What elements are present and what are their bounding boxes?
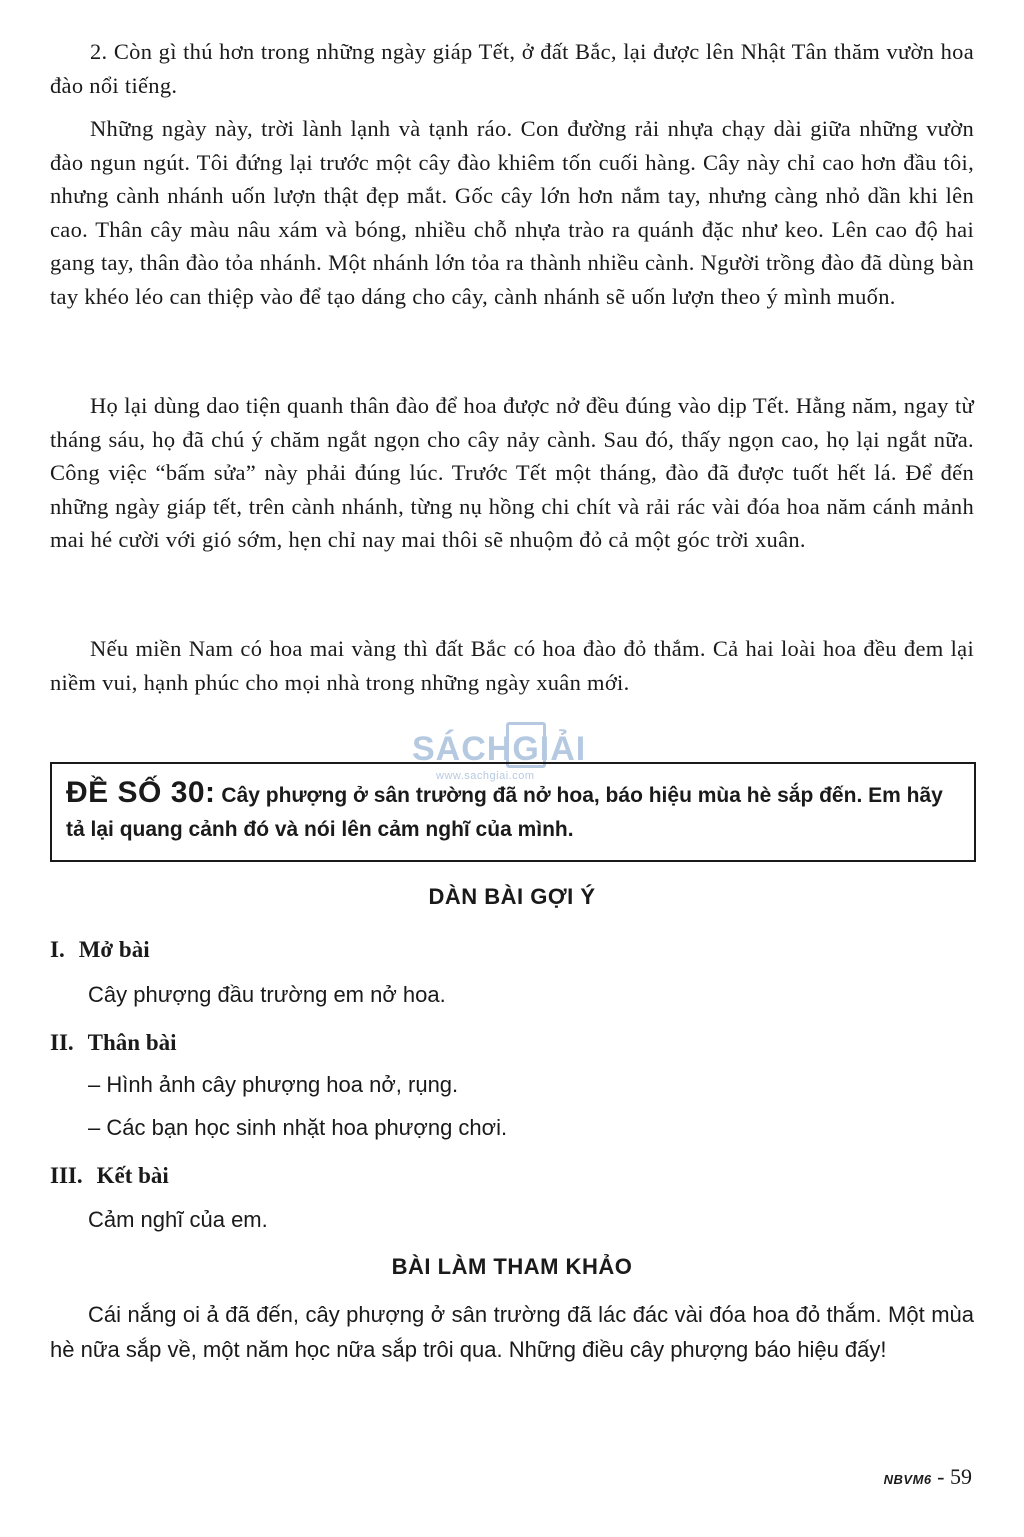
- assignment-number: ĐỀ SỐ 30:: [66, 776, 216, 809]
- page-number: 59: [950, 1464, 972, 1489]
- intro-paragraph-3: Họ lại dùng dao tiện quanh thân đào để hoa được nở đều đúng vào dịp Tết. Hằng năm, ngay từ tháng sáu, họ đã chú ý chăm ngắt ngọn cho cây nảy cành. Sau đó, thấy ngọn cao, họ lại ngắt nữa. Công việc “bấm sửa” này phải đúng lúc. Trước Tết một tháng, đào đã được tuốt hết lá. Để đến những ngày giáp tết, trên cành nhánh, từng nụ hồng chi chít và rải rác vài đóa hoa năm cánh mảnh mai hé cười với gió sớm, hẹn chỉ nay mai thôi sẽ nhuộm đỏ cả một góc trời xuân.: [50, 393, 974, 552]
- outline-section-body: [50, 1030, 177, 1056]
- outline-conclusion-line: Cảm nghĩ của em.: [88, 1207, 268, 1232]
- page-footer: [884, 1464, 972, 1490]
- outline-section-conclusion: [50, 1163, 169, 1189]
- sample-essay-heading: BÀI LÀM THAM KHẢO: [391, 1254, 633, 1279]
- outline-heading: DÀN BÀI GỢI Ý: [428, 884, 596, 909]
- section-number: III.: [50, 1163, 83, 1188]
- section-title: Thân bài: [87, 1030, 177, 1055]
- section-number: II.: [50, 1030, 74, 1055]
- intro-paragraph-1: 2. Còn gì thú hơn trong những ngày giáp Tết, ở đất Bắc, lại được lên Nhật Tân thăm vườn hoa đào nổi tiếng.: [50, 39, 974, 98]
- sample-essay-paragraph: Cái nắng oi ả đã đến, cây phượng ở sân trường đã lác đác vài đóa hoa đỏ thắm. Một mùa hè nữa sắp về, một năm học nữa sắp trôi qua. Những điều cây phượng báo hiệu đấy!: [50, 1302, 974, 1362]
- assignment-box: [50, 762, 976, 862]
- book-code: NBVM6: [883, 1472, 932, 1487]
- intro-paragraph-4: Nếu miền Nam có hoa mai vàng thì đất Bắc có hoa đào đỏ thắm. Cả hai loài hoa đều đem lại niềm vui, hạnh phúc cho mọi nhà trong những ngày xuân mới.: [50, 636, 974, 695]
- assignment-prompt: Cây phượng ở sân trường đã nở hoa, báo hiệu mùa hè sắp đến. Em hãy tả lại quang cảnh đó và nói lên cảm nghĩ của mình.: [66, 784, 943, 841]
- section-title: Mở bài: [78, 937, 150, 962]
- outline-body-bullet-2: – Các bạn học sinh nhặt hoa phượng chơi.: [88, 1115, 508, 1140]
- section-title: Kết bài: [96, 1163, 169, 1188]
- intro-paragraph-2: Những ngày này, trời lành lạnh và tạnh ráo. Con đường rải nhựa chạy dài giữa những vườn đào ngun ngút. Tôi đứng lại trước một cây đào khiêm tốn cuối hàng. Cây này chỉ cao hơn đầu tôi, nhưng cành nhánh uốn lượn thật đẹp mắt. Gốc cây lớn hơn nắm tay, nhưng càng nhỏ dần khi lên cao. Thân cây màu nâu xám và bóng, nhiều chỗ nhựa trào ra quánh đặc như keo. Lên cao độ hai gang tay, thân đào tỏa nhánh. Một nhánh lớn tỏa ra thành nhiều cành. Người trồng đào đã dùng bàn tay khéo léo can thiệp vào để tạo dáng cho cây, cành nhánh sẽ uốn lượn theo ý mình muốn.: [50, 116, 974, 309]
- footer-separator: -: [931, 1464, 950, 1489]
- outline-section-opening: [50, 937, 150, 963]
- watermark-url: www.sachgiai.com: [436, 770, 535, 782]
- section-number: I.: [50, 937, 65, 962]
- outline-body-bullet-1: – Hình ảnh cây phượng hoa nở, rụng.: [88, 1072, 459, 1097]
- outline-opening-line: Cây phượng đầu trường em nở hoa.: [88, 982, 446, 1007]
- watermark-text: SÁCHGIẢI: [412, 730, 587, 768]
